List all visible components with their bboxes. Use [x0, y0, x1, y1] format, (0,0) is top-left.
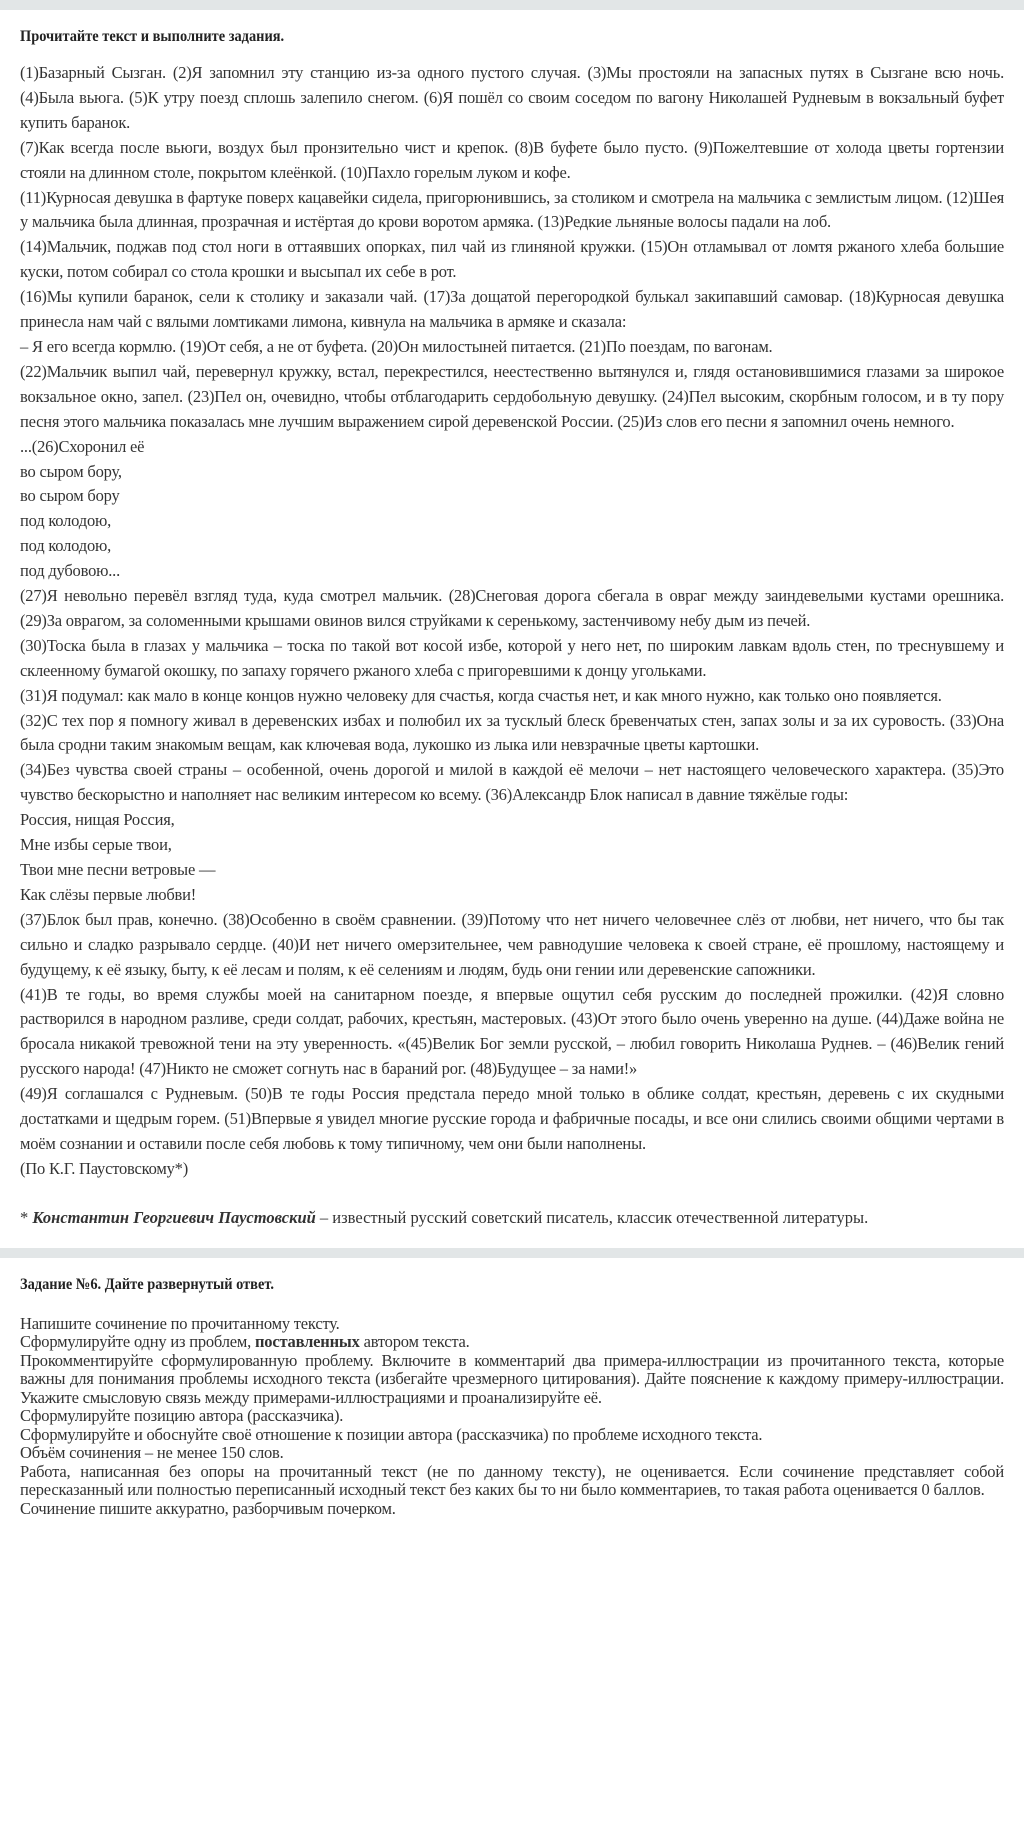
task-instructions: [20, 1315, 1004, 1519]
poem-line: Мне избы серые твои,: [20, 835, 172, 855]
footnote-text: – известный русский советский писатель, классик отечественной литературы.: [315, 1207, 869, 1227]
passage-paragraph: – Я его всегда кормлю. (19)От себя, а не от буфета. (20)Он милостыней питается. (21)По поездам, по вагонам.: [20, 336, 773, 356]
song-line: под дубовою...: [20, 561, 121, 581]
song-line: во сыром бору,: [20, 461, 122, 481]
author-footnote: [20, 1206, 1004, 1230]
poem-line: Как слёзы первые любви!: [20, 884, 197, 904]
footnote-author-name: Константин Георгиевич Паустовский: [32, 1207, 316, 1227]
passage-paragraph: (37)Блок был прав, конечно. (38)Особенно в своём сравнении. (39)Потому что нет ничего человечнее слёз от любви, нет ничего, что бы так сильно и сладко разрывало сердце. (40)И нет ничего омерзительнее, чем равнодушие человека к своей стране, её прошлому, настоящему и будущему, к её языку, быту, к её лесам и полям, к её селениям и людям, будь они гении или деревенские сапожники.: [20, 909, 1004, 979]
task-line: Объём сочинения – не менее 150 слов.: [20, 1443, 284, 1463]
passage-paragraph: (34)Без чувства своей страны – особенной, очень дорогой и милой в каждой её мелочи – нет настоящего человеческого характера. (35)Это чувство бескорыстно и наполняет нас великим интересом ко всему. (36)Александр Блок написал в давние тяжёлые годы:: [20, 760, 1004, 805]
passage-paragraph: (27)Я невольно перевёл взгляд туда, куда смотрел мальчик. (28)Снеговая дорога сбегала в овраг между заиндевелыми кустами орешника. (29)За оврагом, за соломенными крышами овинов вился струйками к серенькому, застенчивому небу дым из печей.: [20, 586, 1004, 630]
task-line: Работа, написанная без опоры на прочитанный текст (не по данному тексту), не оценивается. Если сочинение представляет собой пересказанный или полностью переписанный исходный текст без каких бы то ни было комментариев, то такая работа оценивается 0 баллов.: [20, 1461, 1004, 1500]
task-line: Сочинение пишите аккуратно, разборчивым почерком.: [20, 1498, 396, 1518]
top-separator-bar: [0, 0, 1024, 10]
passage-paragraph: (14)Мальчик, поджав под стол ноги в оттаявших опорках, пил чай из глиняной кружки. (15)Он отламывал от ломтя ржаного хлеба большие куски, потом собирал со стола крошки и высыпал их себе в рот.: [20, 237, 1004, 282]
passage-paragraph: (1)Базарный Сызган. (2)Я запомнил эту станцию из-за одного пустого случая. (3)Мы простояли на запасных путях в Сызгане всю ночь. (4)Была вьюга. (5)К утру поезд сплошь залепило снегом. (6)Я пошёл со своим соседом по вагону Николашей Рудневым в вокзальный буфет купить баранок.: [20, 63, 1004, 132]
section-separator-bar: [0, 1248, 1024, 1258]
task-line: Сформулируйте позицию автора (рассказчика).: [20, 1406, 344, 1426]
emphasized-word: поставленных: [254, 1332, 360, 1352]
task-line: Сформулируйте и обоснуйте своё отношение к позиции автора (рассказчика) по проблеме исходного текста.: [20, 1424, 763, 1444]
task-line: Напишите сочинение по прочитанному тексту.: [20, 1313, 340, 1333]
passage-paragraph: (22)Мальчик выпил чай, перевернул кружку, встал, перекрестился, неестественно вытянулся и, глядя остановившимися глазами за широкое вокзальное окно, запел. (23)Пел он, очевидно, чтобы отблагодарить сердобольную девушку. (24)Пел высоким, скорбным голосом, и в ту пору песня этого мальчика показалась мне лучшим выражением сирой деревенской России. (25)Из слов его песни я запомнил очень немного.: [20, 361, 1004, 431]
task-section: [0, 1258, 1024, 1519]
passage-paragraph: (11)Курносая девушка в фартуке поверх кацавейки сидела, пригорюнившись, за столиком и смотрела на мальчика с землистым лицом. (12)Шея у мальчика была длинная, прозрачная и истёртая до крови воротом армяка. (13)Редкие льняные волосы падали на лоб.: [20, 187, 1004, 232]
reading-instructions-heading: Прочитайте текст и выполните задания.: [20, 28, 285, 45]
source-attribution: (По К.Г. Паустовскому*): [20, 1158, 189, 1178]
passage-paragraph: (31)Я подумал: как мало в конце концов нужно человеку для счастья, когда счастья нет, и как много нужно, как только оно появляется.: [20, 685, 942, 705]
passage-paragraph: (49)Я соглашался с Рудневым. (50)В те годы Россия предстала передо мной только в облике солдат, крестьян, деревень с их скудными достатками и щедрым горем. (51)Впервые я увидел многие русские города и фабричные посады, и все они слились своими общими чертами в моём сознании и оставили после себя любовь к тому типичному, чем они были наполнены.: [20, 1084, 1004, 1153]
song-line: во сыром бору: [20, 486, 120, 506]
poem-line: Россия, нищая Россия,: [20, 810, 175, 830]
passage-paragraph: (16)Мы купили баранок, сели к столику и заказали чай. (17)За дощатой перегородкой булькал закипавший самовар. (18)Курносая девушка принесла нам чай с вялыми ломтиками лимона, кивнула на мальчика в армяке и сказала:: [20, 287, 1004, 332]
task-heading: Задание №6. Дайте развернутый ответ.: [20, 1275, 274, 1293]
song-line: ...(26)Схоронил её: [20, 436, 145, 456]
reading-section: [0, 10, 1024, 1230]
footnote-marker: *: [20, 1207, 33, 1227]
task-line: Сформулируйте одну из проблем, поставленных автором текста.: [20, 1332, 470, 1352]
passage-paragraph: (7)Как всегда после вьюги, воздух был пронзительно чист и крепок. (8)В буфете было пусто. (9)Пожелтевшие от холода цветы гортензии стояли на длинном столе, покрытом клеёнкой. (10)Пахло горелым луком и кофе.: [20, 137, 1004, 182]
poem-line: Твои мне песни ветровые —: [20, 860, 216, 879]
passage-paragraph: (32)С тех пор я помногу живал в деревенских избах и полюбил их за тусклый блеск бревенчатых стен, запах золы и за их суровость. (33)Она была сродни таким знакомым вещам, как ключевая вода, лукошко из лыка или невзрачные цветы картошки.: [20, 710, 1004, 755]
song-line: под колодою,: [20, 511, 112, 531]
passage-paragraph: (30)Тоска была в глазах у мальчика – тоска по такой вот косой избе, которой у него нет, по широким лавкам вдоль стен, по треснувшему и склеенному бумагой окошку, по запаху горячего ржаного хлеба с пригоревшими к донцу угольками.: [20, 635, 1004, 680]
passage-paragraph: (41)В те годы, во время службы моей на санитарном поезде, я впервые ощутил себя русским до последней прожилки. (42)Я словно растворился в народном разливе, среди солдат, рабочих, крестьян, мастеровых. (43)От этого было очень уверенно на душе. (44)Даже война не бросала никакой тревожной тени на эту уверенность. «(45)Велик Бог земли русской, – любил говорить Николаша Руднев. – (46)Велик гений русского народа! (47)Никто не сможет согнуть нас в бараний рог. (48)Будущее – за нами!»: [20, 984, 1004, 1079]
song-line: под колодою,: [20, 536, 112, 556]
task-line: Прокомментируйте сформулированную проблему. Включите в комментарий два примера-иллюстрации из прочитанного текста, которые важны для понимания проблемы исходного текста (избегайте чрезмерного цитирования). Дайте пояснение к каждому примеру-иллюстрации. Укажите смысловую связь между примерами-иллюстрациями и проанализируйте её.: [20, 1350, 1004, 1407]
passage-text: [20, 61, 1004, 1182]
